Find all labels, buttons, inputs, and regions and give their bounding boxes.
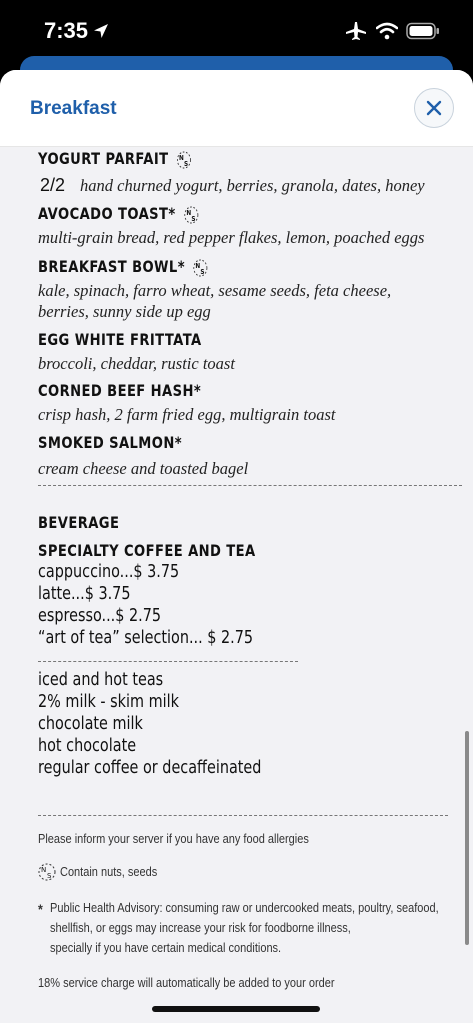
nuts-note: Contain nuts, seeds [60, 865, 158, 879]
nuts-seeds-icon [38, 863, 56, 881]
svg-text:S: S [200, 266, 206, 276]
svg-text:N: N [179, 152, 185, 162]
airplane-icon [345, 21, 367, 41]
nuts-seeds-icon [177, 151, 192, 169]
menu-item-description: crisp hash, 2 farm fried egg, multigrain toast [38, 405, 336, 424]
home-indicator[interactable] [152, 1006, 320, 1012]
menu-item-description: hand churned yogurt, berries, granola, dates, honey [80, 176, 425, 195]
wifi-icon [376, 22, 398, 40]
divider [38, 661, 298, 662]
beverage-line: “art of tea” selection... $ 2.75 [38, 627, 254, 648]
status-time: 7:35 [44, 18, 89, 43]
allergy-note: Please inform your server if you have any food allergies [38, 832, 309, 846]
advisory-line: shellfish, or eggs may increase your risk for foodborne illness, [50, 921, 351, 935]
divider [38, 815, 448, 816]
menu-item-description: broccoli, cheddar, rustic toast [38, 354, 235, 373]
svg-text:N: N [41, 866, 47, 874]
menu-item-description: kale, spinach, farro wheat, sesame seeds, feta cheese, [38, 281, 392, 300]
menu-item-name: YOGURT PARFAIT N S [38, 149, 192, 169]
service-charge-note: 18% service charge will automatically be added to your order [38, 976, 335, 990]
advisory-line: Public Health Advisory: consuming raw or undercooked meats, poultry, seafood, [50, 901, 439, 915]
menu-item-description: cream cheese and toasted bagel [38, 459, 249, 478]
modal-sheet [0, 70, 473, 1023]
beverage-heading: BEVERAGE [38, 513, 120, 532]
close-button[interactable] [414, 88, 454, 128]
menu-item-name: CORNED BEEF HASH* [38, 381, 202, 400]
beverage-line: cappuccino...$ 3.75 [38, 561, 180, 582]
sheet-title: Breakfast [30, 98, 117, 119]
scrollbar[interactable] [465, 731, 469, 945]
menu-item-name: SMOKED SALMON* [38, 433, 182, 452]
asterisk-marker: * [38, 901, 43, 917]
svg-text:S: S [184, 158, 189, 168]
beverage-subheading: SPECIALTY COFFEE AND TEA [38, 541, 256, 560]
status-bar [0, 0, 473, 62]
beverage-line: hot chocolate [38, 735, 137, 756]
svg-text:N: N [195, 260, 201, 270]
nuts-seeds-icon [184, 206, 199, 224]
svg-text:N: N [186, 207, 192, 217]
sheet-header [0, 70, 473, 146]
beverage-line: latte...$ 3.75 [38, 583, 131, 604]
svg-text:S: S [47, 872, 52, 880]
beverage-line: iced and hot teas [38, 669, 164, 690]
advisory-line: specially if you have certain medical conditions. [50, 941, 282, 955]
menu-item-description: berries, sunny side up egg [38, 302, 211, 321]
menu-item-name: BREAKFAST BOWL* N S [38, 257, 208, 277]
close-icon [426, 100, 442, 116]
menu-item-name: AVOCADO TOAST* N S [38, 204, 199, 224]
page-indicator: 2/2 [40, 175, 66, 195]
beverage-line: chocolate milk [38, 713, 143, 734]
location-arrow-icon [92, 22, 110, 40]
beverage-line: 2% milk - skim milk [38, 691, 179, 712]
beverage-line: espresso...$ 2.75 [38, 605, 162, 626]
menu-item-name: EGG WHITE FRITTATA [38, 330, 202, 349]
beverage-line: regular coffee or decaffeinated [38, 757, 262, 778]
divider [38, 485, 462, 486]
menu-document[interactable] [0, 146, 473, 1023]
svg-text:S: S [191, 213, 196, 223]
nuts-seeds-icon [193, 259, 208, 277]
battery-icon [406, 22, 440, 40]
menu-item-description: multi-grain bread, red pepper flakes, lemon, poached eggs [38, 228, 425, 247]
